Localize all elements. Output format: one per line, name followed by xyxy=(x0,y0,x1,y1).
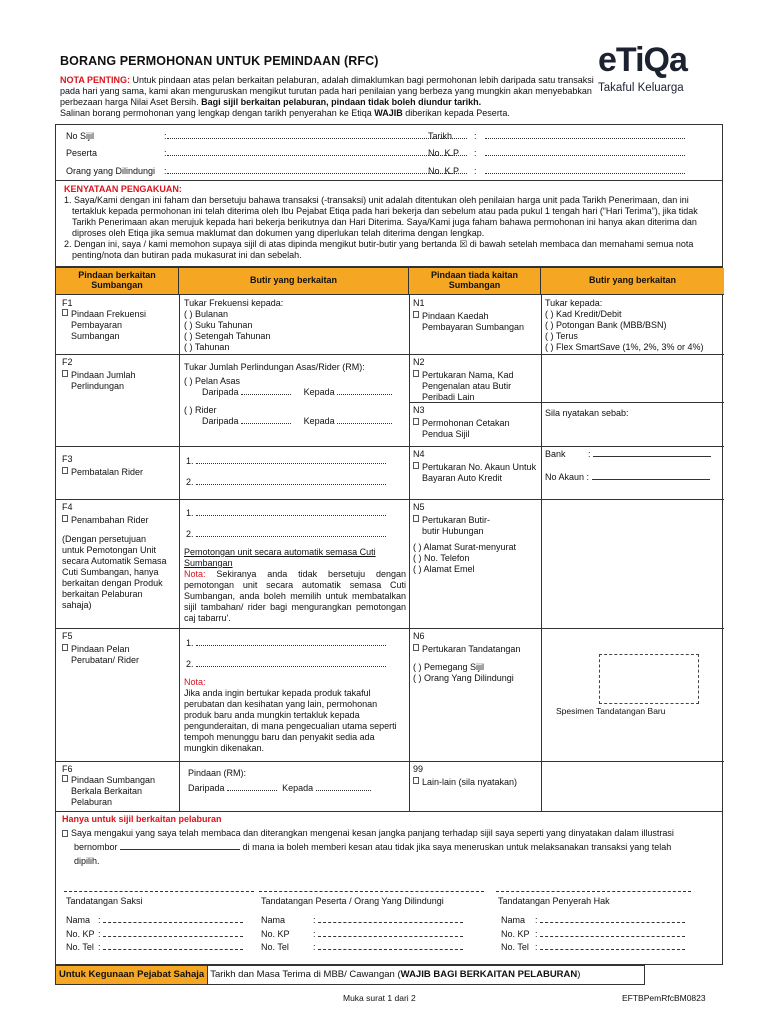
saksi-sign-line[interactable] xyxy=(64,891,254,892)
form-title: BORANG PERMOHONAN UNTUK PEMINDAAN (RFC) xyxy=(60,54,379,68)
n4-details[interactable]: Bank : No Akaun : xyxy=(545,449,723,483)
nokp1-label: No. K.P xyxy=(428,148,460,158)
peserta-label: Peserta xyxy=(66,148,98,158)
f2-checkbox[interactable] xyxy=(62,370,68,377)
n4-checkbox[interactable] xyxy=(413,462,419,469)
no-sijil-label: No Sijil xyxy=(66,131,95,141)
spesimen-box[interactable] xyxy=(599,654,699,704)
logo-word: eTiQa xyxy=(598,41,687,79)
n2-cell[interactable]: N2 Pertukaran Nama, Kad Pengenalan atau Butir Peribadi Lain xyxy=(413,357,514,402)
header xyxy=(60,54,600,119)
n5-cell[interactable]: N5 Pertukaran Butir-butir Hubungan ( ) Alamat Surat-menyurat ( ) No. Telefon ( ) Alamat Emel xyxy=(413,502,517,574)
penyerah-sign-line[interactable] xyxy=(496,891,691,892)
logo-tagline: Takaful Keluarga xyxy=(598,82,684,95)
n3-reason-label: Sila nyatakan sebab: xyxy=(545,408,629,418)
etiqa-logo xyxy=(598,40,718,110)
kenyataan-box xyxy=(55,181,723,267)
kenyataan-p1: 1. Saya/Kami dengan ini faham dan bersetuju bahawa transaksi (-transaksi) unit adalah ditentukan oleh penilaian harga unit pada Tarikh Penerimaan, dan ini tertakluk kepada permohonan ini telah diterima oleh Ibu Pejabat Etiqa pada hari bekerja dan sebelum atau pada pukul 1 tengah hari (“Hari Terima”), jika tidak Tarikh Penerimaan akan merujuk kepada hari bekerja berikutnya dan Hari Diterima. Saya/Kami juga faham bahawa permohonan ini hanya akan diterima dan diproses oleh Etiqa jika semua maklumat dan dokumen yang diperlukan telah diterima dengan lengkap. xyxy=(64,194,698,238)
kenyataan-title: KENYATAAN PENGAKUAN: xyxy=(64,184,182,194)
hanya-label: Hanya untuk sijil berkaitan pelaburan xyxy=(62,814,222,824)
f5-details: 1. 2. Nota: Jika anda ingin bertukar kepada produk takaful perubatan dan kesihatan yang lain, permohonan produk baru anda mungkin tertakluk kepada pengunderaitan, di mana pengecualian utama seperti tempoh menunggu baru dan penyakit sedia ada mungkin dikenakan. xyxy=(184,638,397,753)
th-butir-2: Butir yang berkaitan xyxy=(541,268,724,295)
f2-cell[interactable]: F2 Pindaan Jumlah Perlindungan xyxy=(62,357,136,391)
f5-checkbox[interactable] xyxy=(62,644,68,651)
tarikh-field[interactable]: : xyxy=(474,131,685,142)
f2-details: Tukar Jumlah Perlindungan Asas/Rider (RM): ( ) Pelan Asas Daripada Kepada ( ) Rider Daripada Kepada xyxy=(184,362,406,427)
peserta-field[interactable]: : xyxy=(164,148,476,159)
f5-cell[interactable]: F5 Pindaan Pelan Perubatan/ Rider xyxy=(62,631,140,665)
nokp2-field[interactable]: : xyxy=(474,166,685,177)
signature-section xyxy=(55,812,723,965)
peserta-details[interactable]: Nama : No. KP : No. Tel : xyxy=(261,914,481,955)
f1-cell[interactable]: F1 Pindaan Frekuensi Pembayaran Sumbangan xyxy=(62,298,147,341)
orang-field[interactable]: : xyxy=(164,166,476,177)
n4-cell[interactable]: N4 Pertukaran No. Akaun Untuk Bayaran Auto Kredit xyxy=(413,449,537,483)
n1-cell[interactable]: N1 Pindaan Kaedah Pembayaran Sumbangan xyxy=(413,298,525,332)
th-pindaan-tiada: Pindaan tiada kaitan Sumbangan xyxy=(409,268,541,295)
n2-checkbox[interactable] xyxy=(413,370,419,377)
nota-penting: NOTA PENTING: Untuk pindaan atas pelan berkaitan pelaburan, adalah dimaklumkan bagi permohonan lebih daripada satu transaksi pada hari yang sama, kami akan menguruskan mengikut turutan pada hari penilaian yang berbeza yang mungkin akan menyebabkan perbezaan harga Nilai Aset Bersih. Bagi sijil berkaitan pelaburan, pindaan tidak boleh diundur tarikh. xyxy=(60,75,594,108)
nokp2-label: No. K.P xyxy=(428,166,460,176)
f3-checkbox[interactable] xyxy=(62,467,68,474)
orang-label: Orang yang Dilindungi xyxy=(66,166,156,176)
nokp1-field[interactable]: : xyxy=(474,148,685,159)
kenyataan-p2: 2. Dengan ini, saya / kami memohon supaya sijil di atas dipinda mengikut butir-butir yang bertanda ☒ di bawah setelah membaca dan memahami semua nota penting/nota dan butiran pada mukasurat ini dan sebelah. xyxy=(64,238,694,260)
illustrasi-number-field[interactable] xyxy=(120,849,240,850)
peserta-sign-label: Tandatangan Peserta / Orang Yang Dilindungi xyxy=(261,896,444,906)
f6-cell[interactable]: F6 Pindaan Sumbangan Berkala Berkaitan Pelaburan xyxy=(62,764,156,807)
f1-checkbox[interactable] xyxy=(62,309,68,316)
pindaan-table xyxy=(55,267,723,812)
form-code: EFTBPemRfcBM0823 xyxy=(622,993,706,1003)
f3-cell[interactable]: F3 Pembatalan Rider xyxy=(62,454,144,477)
no-sijil-field[interactable]: : xyxy=(164,131,476,142)
footer xyxy=(55,965,723,985)
office-use-label: Untuk Kegunaan Pejabat Sahaja xyxy=(56,966,208,984)
th-pindaan-sumbangan: Pindaan berkaitan Sumbangan xyxy=(56,268,179,295)
peserta-sign-line[interactable] xyxy=(259,891,484,892)
f4-cell[interactable]: F4 Penambahan Rider (Dengan persetujuan untuk Pemotongan Unit secara Automatik Semasa Cuti Sumbangan, hanya berkaitan dengan Produk berkaitan Pelaburan sahaja) xyxy=(62,502,167,610)
spesimen-label: Spesimen Tandatangan Baru xyxy=(556,706,666,716)
info-box xyxy=(55,124,723,181)
penyerah-details[interactable]: Nama : No. KP : No. Tel : xyxy=(501,914,701,955)
office-use-text: Tarikh dan Masa Terima di MBB/ Cawangan (WAJIB BAGI BERKAITAN PELABURAN) xyxy=(210,969,581,981)
salinan-note: Salinan borang permohonan yang lengkap dengan tarikh penyerahan ke Etiqa WAJIB diberikan kepada Peserta. xyxy=(60,108,510,119)
f3-details[interactable]: 1. 2. xyxy=(186,456,406,488)
page-number: Muka surat 1 dari 2 xyxy=(343,993,416,1003)
n99-cell[interactable]: 99 Lain-lain (sila nyatakan) xyxy=(413,764,518,787)
n1-details: Tukar kepada: ( ) Kad Kredit/Debit ( ) Potongan Bank (MBB/BSN) ( ) Terus ( ) Flex SmartSave (1%, 2%, 3% or 4%) xyxy=(545,298,704,352)
saksi-details[interactable]: Nama : No. KP : No. Tel : xyxy=(66,914,256,955)
f6-details[interactable]: Pindaan (RM): Daripada Kepada xyxy=(188,768,408,794)
n6-cell[interactable]: N6 Pertukaran Tandatangan ( ) Pemegang Sijil ( ) Orang Yang Dilindungi xyxy=(413,631,521,683)
f4-details: 1. 2. Pemotongan unit secara automatik semasa Cuti Sumbangan Nota: Sekiranya anda tidak bersetuju dengan pemotongan unit secara automatik semasa Cuti Sumbangan, anda boleh memilih untuk membatalkan sijil tambahan/ rider bagi mengurangkan pemotongan caj tabarru'. xyxy=(184,508,406,623)
f6-checkbox[interactable] xyxy=(62,775,68,782)
tarikh-label: Tarikh xyxy=(428,131,453,141)
n99-checkbox[interactable] xyxy=(413,777,419,784)
n3-cell[interactable]: N3 Permohonan Cetakan Pendua Sijil xyxy=(413,405,510,439)
f4-checkbox[interactable] xyxy=(62,515,68,522)
n5-checkbox[interactable] xyxy=(413,515,419,522)
n6-checkbox[interactable] xyxy=(413,644,419,651)
statement-checkbox[interactable] xyxy=(62,830,68,837)
f1-details: Tukar Frekuensi kepada: ( ) Bulanan ( ) Suku Tahunan ( ) Setengah Tahunan ( ) Tahunan xyxy=(184,298,284,352)
office-use-box xyxy=(55,965,645,985)
saksi-label: Tandatangan Saksi xyxy=(66,896,143,906)
n1-checkbox[interactable] xyxy=(413,311,419,318)
statement: Saya mengakui yang saya telah membaca dan diterangkan mengenai kesan jangka panjang terhadap sijil saya seperti yang dinyatakan dalam illustrasi bernombor di mana ia boleh memberi kesan atau tidak jika saya meneruskan untuk melaksanakan transaksi yang telah dipilih. xyxy=(62,828,717,867)
penyerah-label: Tandatangan Penyerah Hak xyxy=(498,896,610,906)
th-butir-1: Butir yang berkaitan xyxy=(179,268,409,295)
n3-checkbox[interactable] xyxy=(413,418,419,425)
